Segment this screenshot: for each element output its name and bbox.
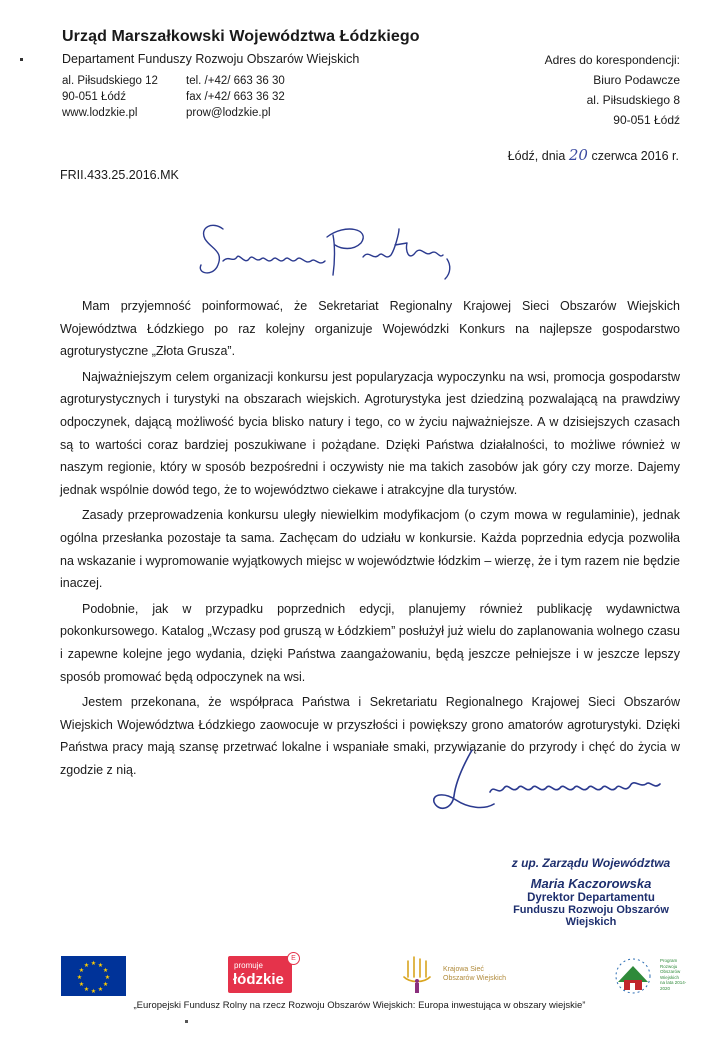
date-suffix: czerwca 2016 r.: [591, 149, 679, 163]
svg-text:★: ★: [97, 986, 104, 994]
footer-eafrd-slogan: „Europejski Fundusz Rolny na rzecz Rozwoju Obszarów Wiejskich: Europa inwestująca w obszary wiejskie”: [133, 1000, 586, 1011]
address-street: al. Piłsudskiego 12: [62, 75, 158, 87]
prow-emblem-icon: [608, 954, 658, 996]
prow-line: Rozwoju: [660, 963, 678, 969]
contact-block: [186, 73, 285, 121]
institution-name: Urząd Marszałkowski Województwa Łódzkiego: [62, 28, 420, 45]
website-link[interactable]: www.lodzkie.pl: [62, 107, 138, 119]
ksow-line: Krajowa Sieć: [443, 966, 484, 973]
stamp-unit: Funduszu Rozwoju Obszarów Wiejskich: [513, 904, 669, 928]
correspondence-line: Biuro Podawcze: [593, 73, 680, 87]
correspondence-line: al. Piłsudskiego 8: [586, 93, 680, 107]
lodzkie-logo: [228, 955, 296, 993]
correspondence-address: [545, 50, 680, 130]
punch-mark: [185, 1020, 188, 1023]
ksow-line: Obszarów Wiejskich: [443, 975, 507, 982]
letter-date: [508, 146, 679, 164]
correspondence-heading: Adres do korespondencji:: [544, 53, 680, 67]
logo-text-lodzkie: łódzkie: [233, 971, 284, 988]
stamp-name: Maria Kaczorowska: [530, 876, 652, 891]
address-block: [62, 73, 158, 121]
prow-line: Program: [660, 958, 678, 963]
address-city: 90-051 Łódź: [62, 91, 126, 103]
fax-number: fax /+42/ 663 36 32: [186, 91, 285, 103]
stamp-title: Dyrektor Departamentu: [527, 892, 655, 904]
punch-mark: [20, 58, 23, 61]
reference-number: FRII.433.25.2016.MK: [60, 168, 179, 182]
svg-text:★: ★: [76, 974, 83, 981]
svg-text:★: ★: [78, 967, 85, 974]
paragraph: Najważniejszym celem organizacji konkursu jest popularyzacja wypoczynku na wsi, promocja gospodarstw agroturystycznych i turystyki na obszarach wiejskich. Agroturystyka jest dziedziną pozwalającą na prawdziwy odpoczynek, dającą możliwość bycia blisko natury i tego, co w życiu najważniejsze. A w dzisiejszych czasach są to wartości coraz bardziej poszukiwane i pożądane. Dzięki Państwa działalności, to możliwe również w naszym regionie, który w sposób bezpośredni i oczywisty nie ma takich zasobów jak góry czy morze. Dajemy jednak wspólnie dowód tego, że to województwo ciekawe i atrakcyjne dla turystów.: [60, 369, 680, 497]
prow-text: [660, 958, 688, 991]
prow-logo: [608, 952, 688, 1000]
ksow-logo: [400, 955, 540, 995]
svg-text:★: ★: [102, 981, 109, 988]
logo-text-promuje: promuje: [234, 961, 263, 970]
letter-body: [60, 295, 680, 781]
phone-number: tel. /+42/ 663 36 30: [186, 75, 285, 87]
correspondence-line: 90-051 Łódź: [613, 113, 680, 127]
svg-text:★: ★: [90, 960, 97, 967]
date-day-handwritten: 20: [568, 146, 588, 164]
eu-flag-logo: [61, 956, 126, 996]
svg-text:★: ★: [90, 988, 97, 995]
prow-line: Wiejskich: [660, 974, 680, 980]
svg-text:★: ★: [83, 961, 90, 969]
department-name: Departament Funduszy Rozwoju Obszarów Wiejskich: [62, 52, 360, 66]
registered-mark-icon: E: [287, 952, 300, 965]
handwritten-greeting: [195, 215, 470, 290]
email-link[interactable]: prow@lodzkie.pl: [186, 107, 271, 119]
svg-text:★: ★: [102, 967, 109, 974]
official-stamp: [496, 856, 686, 928]
paragraph: Zasady przeprowadzenia konkursu uległy niewielkim modyfikacjom (o czym mowa w regulaminie), jednak ogólna przesłanka pozostaje ta sama. Zachęcam do udziału w konkursie. Każda poprzednia edycja pozwoliła na wskazanie i wypromowanie wyjątkowych miejsc w województwie łódzkim – wierzę, że i tym razem nie będzie inaczej.: [60, 508, 680, 591]
stamp-authority: z up. Zarządu Województwa: [511, 856, 671, 870]
prow-line: na lata 2014-2020: [660, 980, 687, 991]
svg-text:★: ★: [83, 986, 90, 994]
prow-line: Obszarów: [660, 969, 681, 974]
ksow-text: [443, 965, 506, 983]
svg-text:★: ★: [78, 981, 85, 988]
paragraph: Mam przyjemność poinformować, że Sekretariat Regionalny Krajowej Sieci Obszarów Wiejskich Województwa Łódzkiego po raz kolejny organizuje Wojewódzki Konkurs na najlepsze gospodarstwo agroturystyczne „Złota Grusza”.: [60, 299, 680, 359]
ksow-emblem-icon: [400, 955, 436, 995]
svg-text:★: ★: [104, 974, 111, 981]
svg-text:★: ★: [97, 961, 104, 969]
paragraph: Podobnie, jak w przypadku poprzednich edycji, planujemy również publikację wydawnictwa pokonkursowego. Katalog „Wczasy pod gruszą w Łódzkiem” posłużył już wielu do zaplanowania wolnego czasu i zapewne kolejne jego wydania, dzięki Państwa zaangażowaniu, będą jeszcze pełniejsze i w jeszcze lepszy sposób promować będą odpoczynek na wsi.: [60, 601, 680, 684]
date-prefix: Łódź, dnia: [507, 149, 566, 163]
handwritten-signature: [428, 740, 668, 830]
paragraph: Jestem przekonana, że współpraca Państwa i Sekretariatu Regionalnego Krajowej Sieci Obszarów Wiejskich Województwa Łódzkiego zaowocuje w przyszłości i powiększy grono amatorów agroturystyki. Dzięki Państwa pracy mają szansę przetrwać lokalne i wspaniałe smaki, przywiązanie do przyrody i chęć do życia w zgodzie z nią.: [60, 695, 680, 777]
